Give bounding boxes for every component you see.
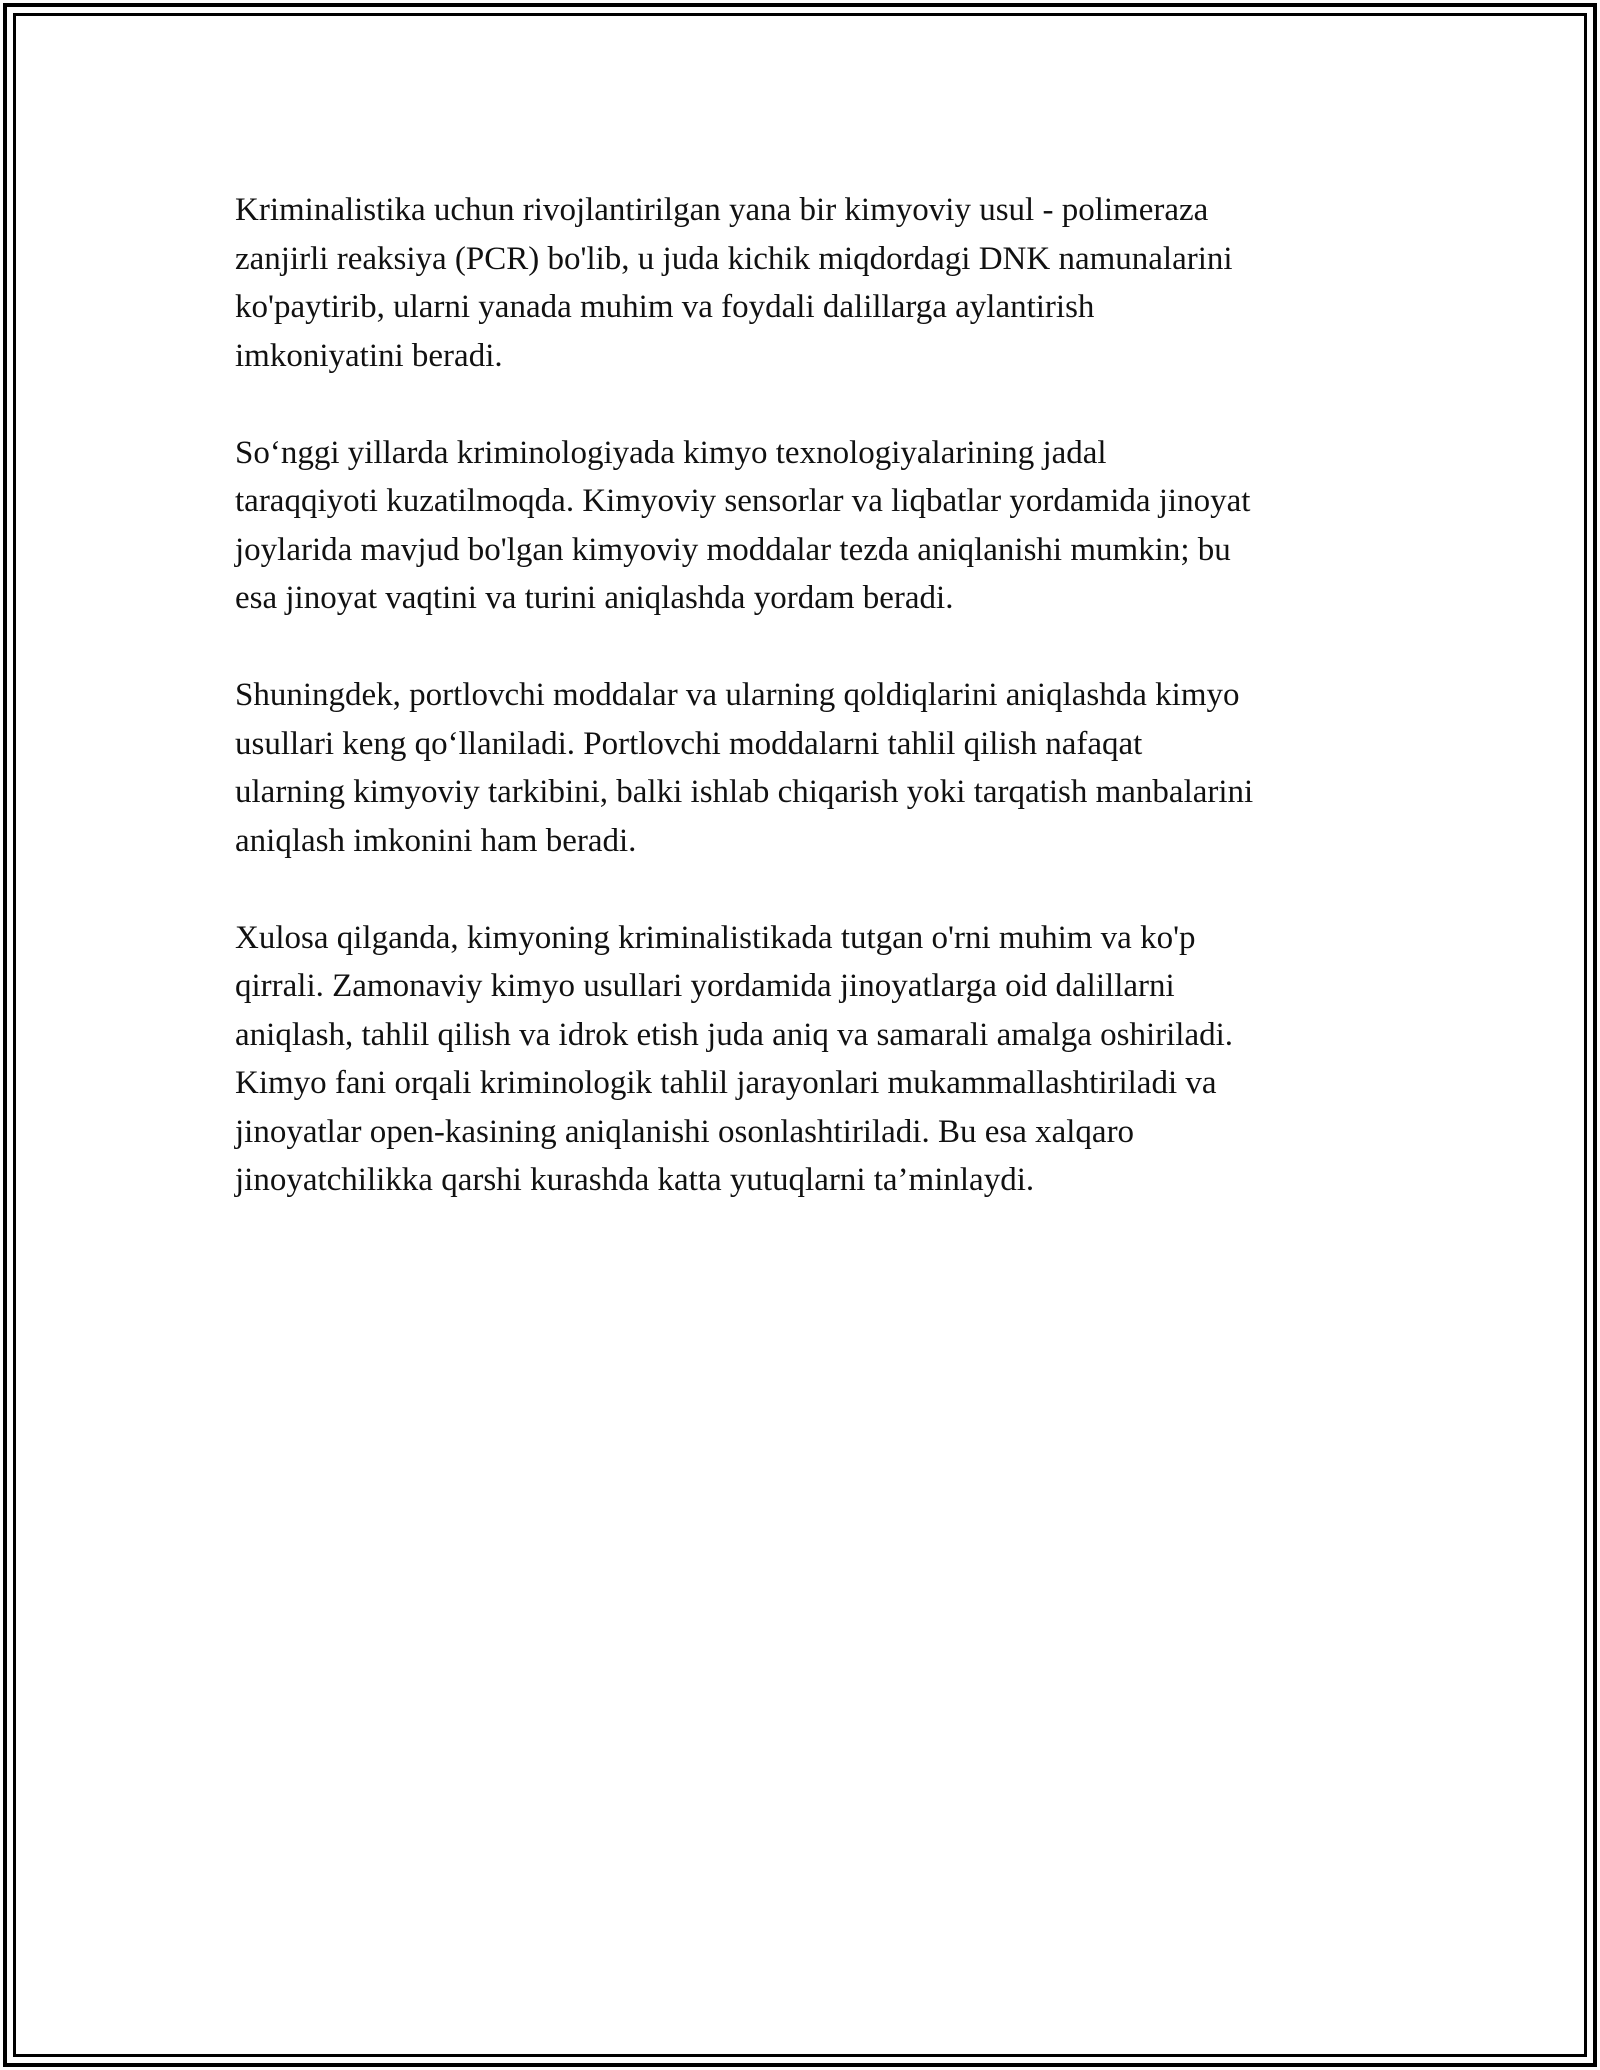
paragraph: Kriminalistika uchun rivojlantirilgan yana bir kimyoviy usul - polimeraza zanjirli reaksiya (PCR) bo'lib, u juda kichik miqdordagi DNK namunalarini ko'paytirib, ularni yanada muhim va foydali dalillarga aylantirish imkoniyatini beradi.	[235, 192, 1233, 374]
paragraph: Shuningdek, portlovchi moddalar va ularning qoldiqlarini aniqlashda kimyo usullari keng qo‘llaniladi. Portlovchi moddalarni tahlil qilish nafaqat ularning kimyoviy tarkibini, balki ishlab chiqarish yoki tarqatish manbalarini aniqlash imkonini ham beradi.	[235, 677, 1254, 859]
paragraph: Xulosa qilganda, kimyoning kriminalistikada tutgan o'rni muhim va ko'p qirrali. Zamonaviy kimyo usullari yordamida jinoyatlarga oid dalillarni aniqlash, tahlil qilish va idrok etish juda aniq va samarali amalga oshiriladi. Kimyo fani orqali kriminologik tahlil jarayonlari mukammallashtiriladi va jinoyatlar open-kasining aniqlanishi osonlashtiriladi. Bu esa xalqaro jinoyatchilikka qarshi kurashda katta yutuqlarni ta’minlaydi.	[235, 919, 1234, 1198]
document-body	[235, 186, 1395, 1253]
paragraph: So‘nggi yillarda kriminologiyada kimyo texnologiyalarining jadal taraqqiyoti kuzatilmoqda. Kimyoviy sensorlar va liqbatlar yordamida jinoyat joylarida mavjud bo'lgan kimyoviy moddalar tezda aniqlanishi mumkin; bu esa jinoyat vaqtini va turini aniqlashda yordam beradi.	[235, 434, 1251, 616]
